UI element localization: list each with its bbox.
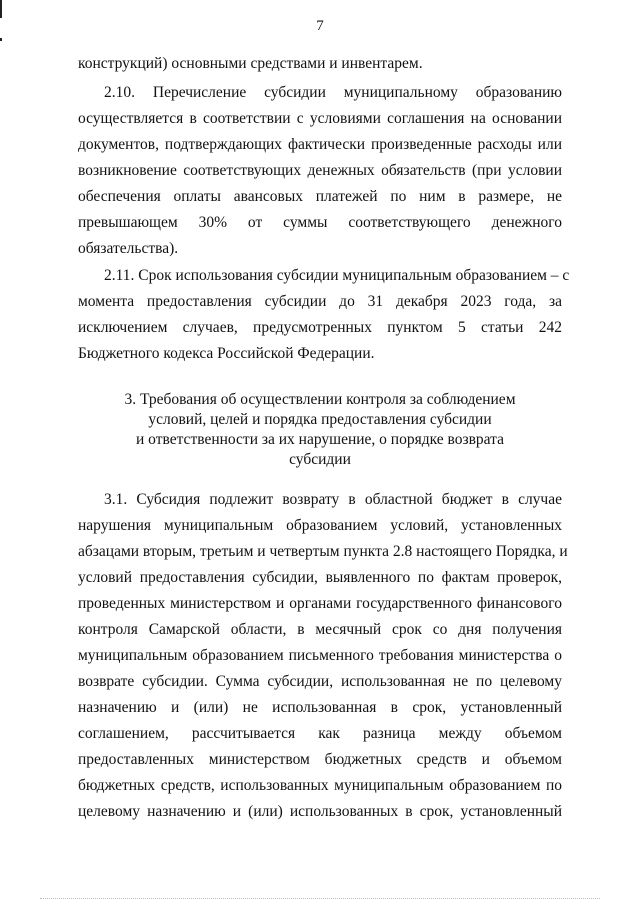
- scan-bottom-edge: [40, 898, 600, 901]
- paragraph-line: момента предоставления субсидии до 31 декабря 2023 года, за: [78, 293, 562, 310]
- paragraph-line: осуществляется в соответствии с условиями соглашения на основании: [78, 110, 562, 127]
- paragraph-line: проведенных министерством и органами государственного финансового: [78, 595, 562, 612]
- paragraph-line: обязательства).: [78, 240, 179, 257]
- scan-margin-mark: [0, 38, 2, 41]
- paragraph-line: соглашением, рассчитывается как разница между объемом: [78, 725, 562, 742]
- paragraph-line: возникновение соответствующих денежных обязательств (при условии: [78, 162, 562, 179]
- paragraph-line: абзацами вторым, третьим и четвертым пункта 2.8 настоящего Порядка, и: [78, 543, 568, 560]
- paragraph-line: конструкций) основными средствами и инвентарем.: [78, 55, 423, 72]
- section-heading-line: условий, целей и порядка предоставления субсидии: [148, 411, 492, 428]
- paragraph-line: бюджетных средств, использованных муниципальным образованием по: [78, 777, 562, 794]
- section-heading-line: 3. Требования об осуществлении контроля за соблюдением: [124, 391, 516, 408]
- paragraph-line: нарушения муниципальным образованием условий, установленных: [78, 517, 562, 534]
- paragraph-line: предоставленных министерством бюджетных средств и объемом: [78, 751, 562, 768]
- paragraph-line: 2.10. Перечисление субсидии муниципальному образованию: [104, 84, 562, 101]
- paragraph-line: контроля Самарской области, в месячный срок со дня получения: [78, 621, 562, 638]
- paragraph-line: условий предоставления субсидии, выявленного по фактам проверок,: [78, 569, 562, 586]
- paragraph-line: муниципальным образованием письменного требования министерства о: [78, 647, 562, 664]
- paragraph-line: документов, подтверждающих фактически произведенные расходы или: [78, 136, 562, 153]
- paragraph-line: 2.11. Срок использования субсидии муниципальным образованием – с: [104, 267, 570, 284]
- paragraph-line: Бюджетного кодекса Российской Федерации.: [78, 345, 375, 362]
- section-heading-line: и ответственности за их нарушение, о порядке возврата: [136, 431, 504, 448]
- paragraph-line: обеспечения оплаты авансовых платежей по ним в размере, не: [78, 188, 562, 205]
- scan-margin-mark: [0, 0, 2, 18]
- page-number: 7: [316, 18, 324, 34]
- paragraph-line: превышающем 30% от суммы соответствующего денежного: [78, 214, 562, 231]
- paragraph-line: назначению и (или) не использованная в срок, установленный: [78, 699, 562, 716]
- paragraph-line: исключением случаев, предусмотренных пунктом 5 статьи 242: [78, 319, 562, 336]
- paragraph-line: возврате субсидии. Сумма субсидии, использованная не по целевому: [78, 673, 562, 690]
- section-heading-line: субсидии: [289, 451, 351, 468]
- paragraph-line: 3.1. Субсидия подлежит возврату в областной бюджет в случае: [104, 491, 562, 508]
- paragraph-line: целевому назначению и (или) использованных в срок, установленный: [78, 803, 562, 820]
